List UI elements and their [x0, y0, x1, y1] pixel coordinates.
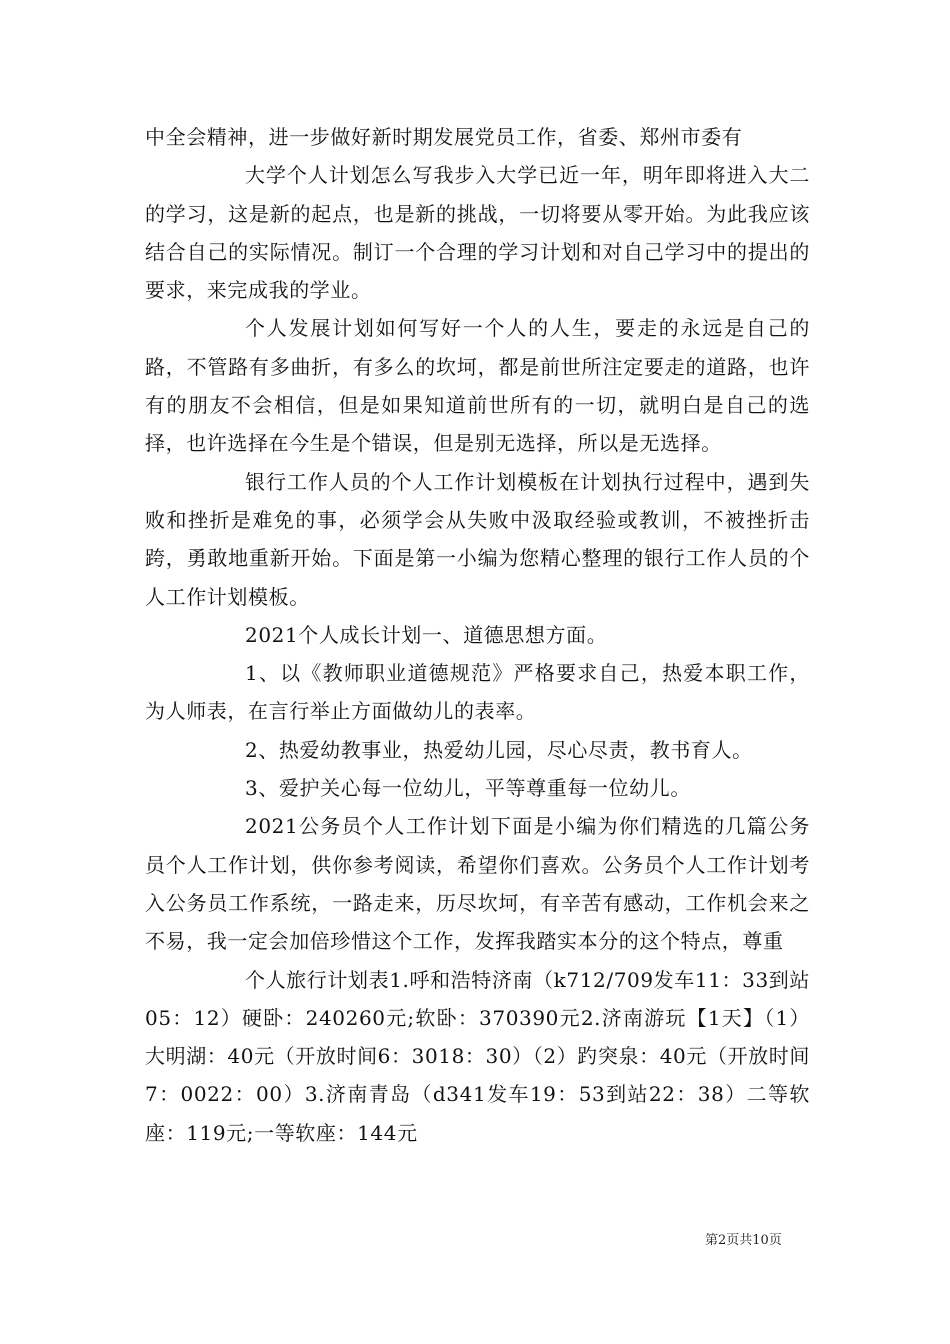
- paragraph-travel-plan: 个人旅行计划表1.呼和浩特济南（k712/709发车11：33到站05：12）硬卧：240260元;软卧：370390元2.济南游玩【1天】（1）大明湖：40元（开放时间6：3018：30）（2）趵突泉：40元（开放时间7：0022：00）3.济南青岛（d341发车19：53到站22：38）二等软座：119元;一等软座：144元: [145, 967, 810, 1145]
- paragraph-list-item-2: 2、热爱幼教事业，热爱幼儿园，尽心尽责，教书育人。: [245, 737, 753, 762]
- page-number-footer: 第2页共10页: [705, 1233, 782, 1248]
- paragraph-university-plan: 大学个人计划怎么写我步入大学已近一年，明年即将进入大二的学习，这是新的起点，也是新的挑战，一切将要从零开始。为此我应该结合自己的实际情况。制订一个合理的学习计划和对自己学习中的提出的要求，来完成我的学业。: [145, 163, 810, 303]
- paragraph-civil-servant-plan: 2021公务员个人工作计划下面是小编为你们精选的几篇公务员个人工作计划，供你参考阅读，希望你们喜欢。公务员个人工作计划考入公务员工作系统，一路走来，历尽坎坷，有辛苦有感动，工作机会来之不易，我一定会加倍珍惜这个工作，发挥我踏实本分的这个特点，尊重: [145, 814, 810, 954]
- paragraph-bank-staff-plan: 银行工作人员的个人工作计划模板在计划执行过程中，遇到失败和挫折是难免的事，必须学会从失败中汲取经验或教训，不被挫折击跨，勇敢地重新开始。下面是第一小编为您精心整理的银行工作人员的个人工作计划模板。: [145, 469, 810, 609]
- paragraph-list-item-3: 3、爱护关心每一位幼儿，平等尊重每一位幼儿。: [245, 776, 691, 801]
- paragraph-continuation: 中全会精神，进一步做好新时期发展党员工作，省委、郑州市委有: [145, 125, 743, 149]
- paragraph-growth-plan-heading: 2021个人成长计划一、道德思想方面。: [245, 622, 608, 647]
- paragraph-list-item-1: 1、以《教师职业道德规范》严格要求自己，热爱本职工作，为人师表，在言行举止方面做幼儿的表率。: [145, 661, 810, 724]
- document-body: [145, 118, 810, 1152]
- paragraph-personal-development: 个人发展计划如何写好一个人的人生，要走的永远是自己的路，不管路有多曲折，有多么的坎坷，都是前世所注定要走的道路，也许有的朋友不会相信，但是如果知道前世所有的一切，就明白是自己的选择，也许选择在今生是个错误，但是别无选择，所以是无选择。: [145, 316, 810, 456]
